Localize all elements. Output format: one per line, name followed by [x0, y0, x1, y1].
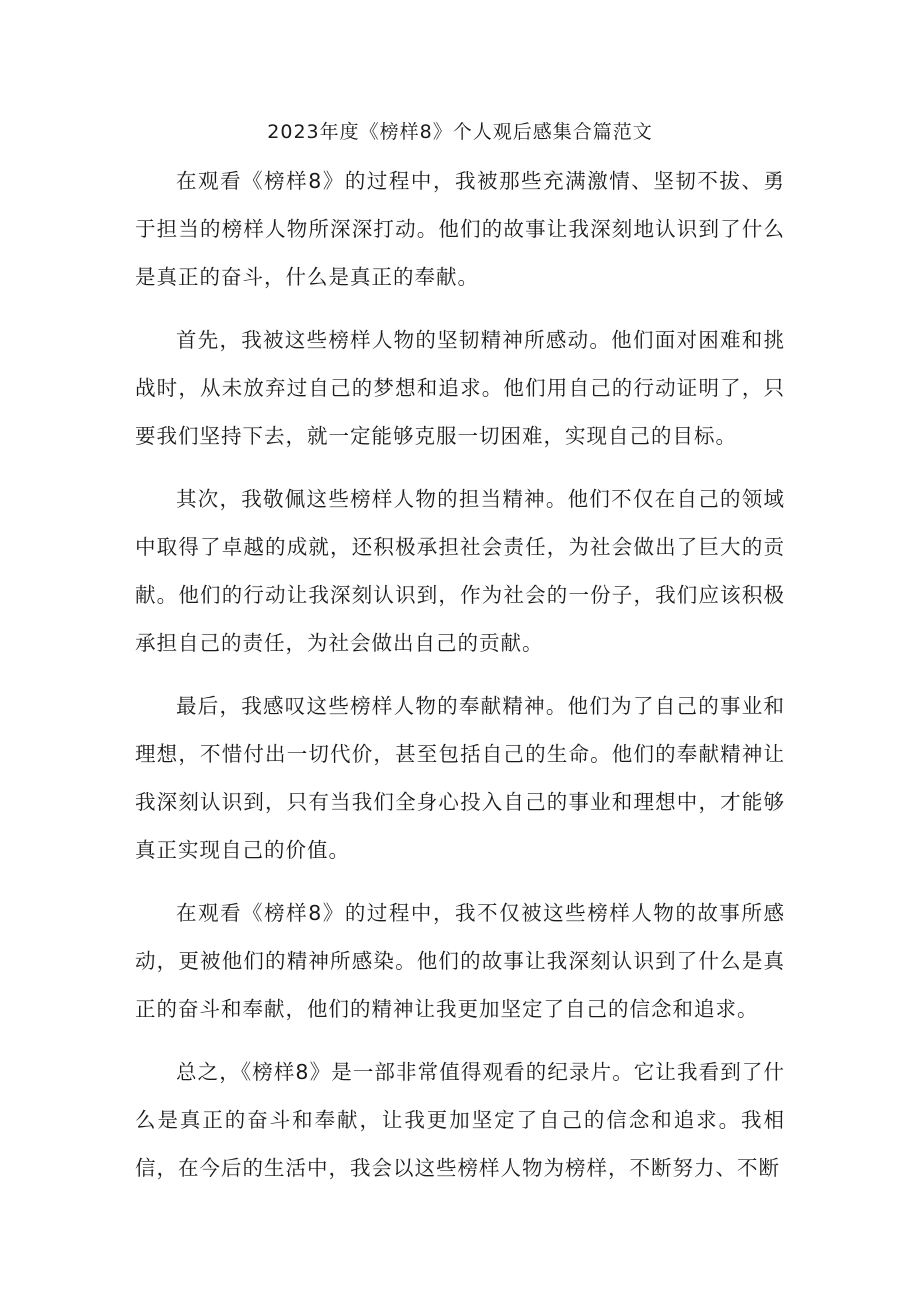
paragraph-conclusion: 总之，《榜样8》是一部非常值得观看的纪录片。它让我看到了什么是真正的奋斗和奉献，让我更加坚定了自己的信念和追求。我相信，在今后的生活中，我会以这些榜样人物为榜样，不断努力、不断 — [135, 1060, 785, 1180]
paragraph-responsibility: 其次，我敬佩这些榜样人物的担当精神。他们不仅在自己的领域中取得了卓越的成就，还积极承担社会责任，为社会做出了巨大的贡献。他们的行动让我深刻认识到，作为社会的一份子，我们应该积极承担自己的责任，为社会做出自己的贡献。 — [135, 487, 785, 655]
paragraph-perseverance: 首先，我被这些榜样人物的坚韧精神所感动。他们面对困难和挑战时，从未放弃过自己的梦想和追求。他们用自己的行动证明了，只要我们坚持下去，就一定能够克服一切困难，实现自己的目标。 — [135, 328, 785, 448]
document-title: 2023年度《榜样8》个人观后感集合篇范文 — [267, 121, 653, 143]
paragraph-inspiration: 在观看《榜样8》的过程中，我不仅被这些榜样人物的故事所感动，更被他们的精神所感染。他们的故事让我深刻认识到了什么是真正的奋斗和奉献，他们的精神让我更加坚定了自己的信念和追求。 — [135, 901, 785, 1021]
paragraph-intro: 在观看《榜样8》的过程中，我被那些充满激情、坚韧不拔、勇于担当的榜样人物所深深打动。他们的故事让我深刻地认识到了什么是真正的奋斗，什么是真正的奉献。 — [135, 169, 785, 289]
paragraph-dedication: 最后，我感叹这些榜样人物的奉献精神。他们为了自己的事业和理想，不惜付出一切代价，甚至包括自己的生命。他们的奉献精神让我深刻认识到，只有当我们全身心投入自己的事业和理想中，才能够真正实现自己的价值。 — [135, 694, 785, 862]
